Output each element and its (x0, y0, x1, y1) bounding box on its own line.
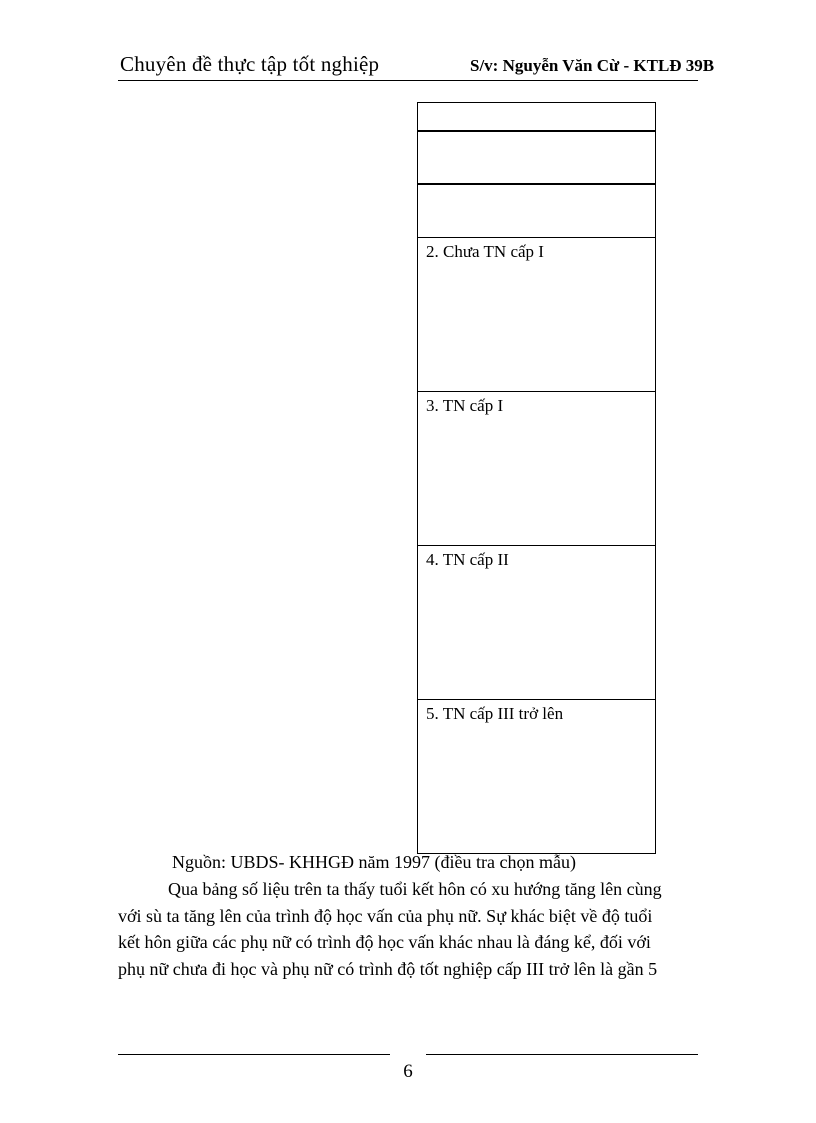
table-cell (418, 546, 656, 700)
header-divider (118, 80, 698, 81)
paragraph-line: với sù ta tăng lên của trình độ học vấn của phụ nữ. Sự khác biệt về độ tuổi (118, 905, 653, 926)
table-cell (418, 103, 656, 132)
table-cell (418, 700, 656, 854)
document-title: Chuyên đề thực tập tốt nghiệp (120, 52, 380, 76)
paragraph-line: Qua bảng số liệu trên ta thấy tuổi kết hôn có xu hướng tăng lên cùng (168, 879, 662, 899)
table-row (418, 546, 656, 700)
body-paragraph (118, 876, 698, 982)
table-row (418, 700, 656, 854)
row-label: 3. TN cấp I (426, 396, 504, 415)
row-label: 2. Chưa TN cấp I (426, 242, 544, 261)
paragraph-line: phụ nữ chưa đi học và phụ nữ có trình độ tốt nghiệp cấp III trở lên là gần 5 (118, 958, 658, 979)
table-cell (418, 392, 656, 546)
row-label: 4. TN cấp II (426, 550, 509, 569)
table-row (418, 238, 656, 392)
table-cell (418, 184, 656, 238)
author-info: S/v: Nguyễn Văn Cừ - KTLĐ 39B (470, 56, 715, 75)
table-cell (418, 131, 656, 184)
education-level-table (417, 102, 656, 854)
table-row (418, 184, 656, 238)
footer-divider-right (426, 1054, 698, 1055)
paragraph-line: kết hôn giữa các phụ nữ có trình độ học vấn khác nhau là đáng kể, đối với (118, 932, 651, 952)
table-row (418, 131, 656, 184)
source-note: Nguồn: UBDS- KHHGĐ năm 1997 (điều tra chọn mẫu) (172, 852, 576, 872)
row-label: 5. TN cấp III trở lên (426, 704, 564, 723)
table-cell (418, 238, 656, 392)
table-row (418, 103, 656, 132)
page-number: 6 (403, 1061, 413, 1082)
table-row (418, 392, 656, 546)
footer-divider-left (118, 1054, 390, 1055)
